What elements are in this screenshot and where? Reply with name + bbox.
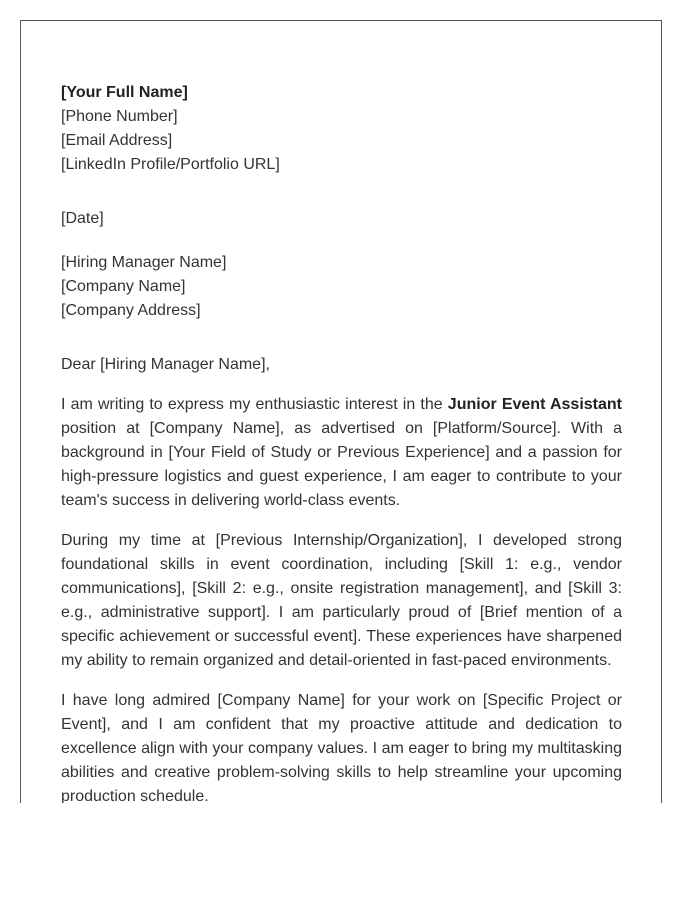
recipient-block xyxy=(61,251,622,323)
job-title: Junior Event Assistant xyxy=(447,396,622,413)
sender-name: [Your Full Name] xyxy=(61,84,188,101)
body-paragraph-3: I have long admired [Company Name] for your work on [Specific Project or Event], and I am confident that my proactive attitude and dedication to excellence align with your company values. I am eager to bring my multitasking abilities and creative problem-solving skills to help streamline your upcoming production schedule. xyxy=(61,692,622,803)
recipient-company: [Company Name] xyxy=(61,278,186,295)
sender-phone: [Phone Number] xyxy=(61,108,178,125)
letter-page xyxy=(20,20,662,803)
sender-linkedin: [LinkedIn Profile/Portfolio URL] xyxy=(61,156,280,173)
body-paragraph-2: During my time at [Previous Internship/Organization], I developed strong foundational skills in event coordination, including [Skill 1: e.g., vendor communications], [Skill 2: e.g., onsite registration management], and [Skill 3: e.g., administrative support]. I am particularly proud of [Brief mention of a specific achievement or successful event]. These experiences have sharpened my ability to remain organized and detail-oriented in fast-paced environments. xyxy=(61,532,622,669)
body-paragraph-1 xyxy=(61,393,622,513)
salutation xyxy=(61,353,622,377)
sender-email: [Email Address] xyxy=(61,132,173,149)
sender-block xyxy=(61,81,622,177)
letter-content xyxy=(61,81,622,803)
paragraph-1-after: position at [Company Name], as advertised on [Platform/Source]. With a background in [Your Field of Study or Previous Experience] and a passion for high-pressure logistics and guest experience, I am eager to contribute to your team's success in delivering world-class events. xyxy=(61,420,622,509)
paragraph-1-before: I am writing to express my enthusiastic interest in the xyxy=(61,396,448,413)
recipient-address: [Company Address] xyxy=(61,302,201,319)
letter-date: [Date] xyxy=(61,210,104,227)
recipient-manager: [Hiring Manager Name] xyxy=(61,254,227,271)
salutation-text: Dear [Hiring Manager Name], xyxy=(61,356,270,373)
